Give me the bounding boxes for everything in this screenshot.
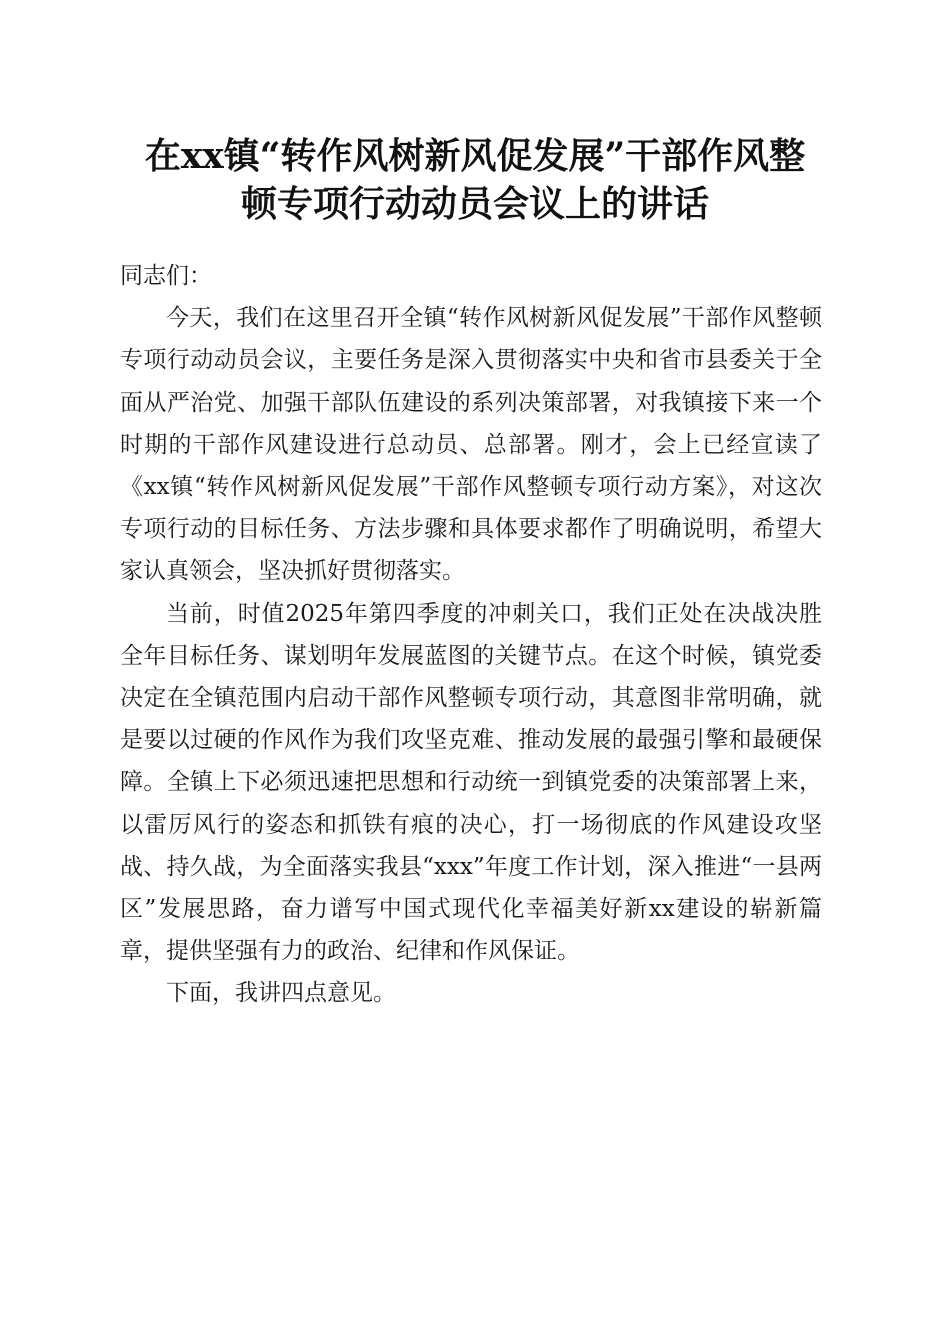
title-line-2: 顿专项行动动员会议上的讲话 [240,183,709,225]
salutation: 同志们： [120,263,212,289]
paragraph-transition: 下面，我讲四点意见。 [166,980,396,1007]
title-line-1: 在xx镇“转作风树新风促发展”干部作风整 [144,135,806,177]
document-title [110,132,840,228]
document-body [120,255,822,1015]
paragraph-opening: 今天，我们在这里召开全镇“转作风树新风促发展”干部作风整顿专项行动动员会议，主要任务是深入贯彻落实中央和省市县委关于全面从严治党、加强干部队伍建设的系列决策部署，对我镇接下来一个时期的干部作风建设进行总动员、总部署。刚才，会上已经宣读了《xx镇“转作风树新风促发展”干部作风整顿专项行动方案》，对这次专项行动的目标任务、方法步骤和具体要求都作了明确说明，希望大家认真领会，坚决抓好贯彻落实。 [120,305,822,585]
paragraph-context: 当前，时值2025年第四季度的冲刺关口，我们正处在决战决胜全年目标任务、谋划明年发展蓝图的关键节点。在这个时候，镇党委决定在全镇范围内启动干部作风整顿专项行动，其意图非常明确，就是要以过硬的作风作为我们攻坚克难、推动发展的最强引擎和最硬保障。全镇上下必须迅速把思想和行动统一到镇党委的决策部署上来，以雷厉风行的姿态和抓铁有痕的决心，打一场彻底的作风建设攻坚战、持久战，为全面落实我县“xxx”年度工作计划，深入推进“一县两区”发展思路，奋力谱写中国式现代化幸福美好新xx建设的崭新篇章，提供坚强有力的政治、纪律和作风保证。 [120,600,822,965]
